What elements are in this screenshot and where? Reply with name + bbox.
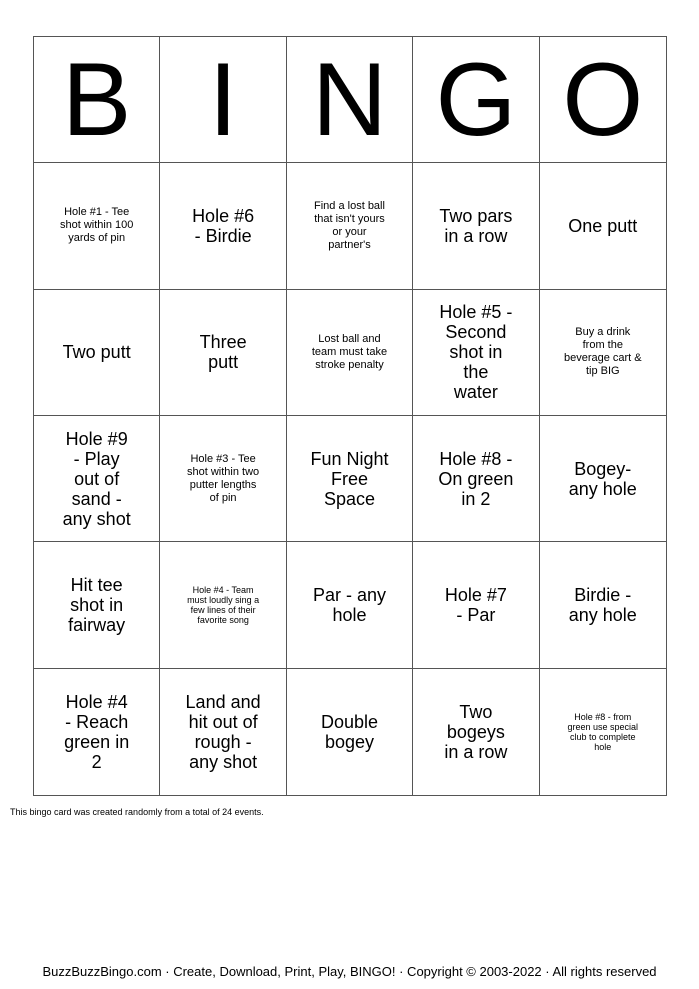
- bingo-cell-text: Hole #5 - Second shot in the water: [439, 302, 513, 403]
- bingo-cell: [413, 163, 539, 289]
- bingo-card: [33, 36, 667, 796]
- bingo-cell-text: Two putt: [62, 342, 131, 363]
- bingo-cell: [540, 163, 666, 289]
- header-letter-b: B: [34, 37, 160, 163]
- bingo-cell: [413, 416, 539, 542]
- bingo-cell: [160, 290, 286, 416]
- bingo-cell-text: Hole #4 - Team must loudly sing a few lines of their favorite song: [187, 584, 260, 625]
- bingo-cell: [413, 542, 539, 668]
- bingo-cell-text: Hole #4 - Reach green in 2: [64, 691, 130, 772]
- bingo-cell-text: Hole #6 - Birdie: [192, 205, 255, 246]
- bingo-cell-text: Hole #1 - Tee shot within 100 yards of pin: [59, 206, 134, 245]
- bingo-cell: [540, 290, 666, 416]
- bingo-cell: [34, 290, 160, 416]
- bingo-cell: [160, 416, 286, 542]
- bingo-cell-text: Find a lost ball that isn't yours or your partner's: [314, 199, 385, 251]
- bingo-cell-text: Birdie - any hole: [568, 584, 637, 625]
- bingo-cell: [287, 669, 413, 795]
- bingo-cell-text: Hole #8 - On green in 2: [438, 448, 514, 509]
- bingo-cell-text: Hole #8 - from green use special club to complete hole: [567, 711, 639, 752]
- bingo-cell-text: Three putt: [199, 332, 247, 373]
- bingo-cell-text: Hit tee shot in fairway: [68, 574, 126, 635]
- bingo-cell-text: Land and hit out of rough - any shot: [185, 691, 261, 772]
- bingo-cell-text: Hole #3 - Tee shot within two putter lengths of pin: [187, 452, 260, 504]
- header-letter-o: O: [540, 37, 666, 163]
- page-footer: BuzzBuzzBingo.com · Create, Download, Print, Play, BINGO! · Copyright © 2003-2022 · All rights reserved: [42, 964, 657, 979]
- bingo-cell: [413, 669, 539, 795]
- bingo-cell-text: Hole #9 - Play out of sand - any shot: [62, 428, 131, 529]
- bingo-cell-text: Par - any hole: [312, 584, 386, 625]
- bingo-cell-text: Double bogey: [320, 711, 378, 752]
- bingo-cell-text: Buy a drink from the beverage cart & tip BIG: [563, 326, 642, 378]
- card-note: This bingo card was created randomly from a total of 24 events.: [10, 807, 264, 817]
- header-letter-n: N: [287, 37, 413, 163]
- bingo-cell: [34, 542, 160, 668]
- bingo-cell: [287, 163, 413, 289]
- bingo-cell: [413, 290, 539, 416]
- bingo-cell: [287, 416, 413, 542]
- header-letter-i: I: [160, 37, 286, 163]
- bingo-cell-text: Fun Night Free Space: [310, 448, 389, 509]
- header-letter-g: G: [413, 37, 539, 163]
- bingo-cell: [160, 669, 286, 795]
- bingo-cell: [34, 669, 160, 795]
- bingo-cell-text: Lost ball and team must take stroke penalty: [311, 332, 388, 371]
- bingo-cell: [160, 542, 286, 668]
- bingo-cell-text: One putt: [568, 215, 638, 236]
- bingo-cell: [34, 163, 160, 289]
- bingo-cell-text: Hole #7 - Par: [444, 584, 507, 625]
- bingo-cell: [34, 416, 160, 542]
- bingo-cell-text: Two pars in a row: [439, 205, 513, 246]
- bingo-cell-text: Two bogeys in a row: [444, 701, 508, 762]
- bingo-cell: [287, 290, 413, 416]
- bingo-cell: [287, 542, 413, 668]
- bingo-cell: [160, 163, 286, 289]
- bingo-cell: [540, 669, 666, 795]
- bingo-cell-text: Bogey- any hole: [568, 458, 637, 499]
- bingo-cell: [540, 416, 666, 542]
- bingo-cell: [540, 542, 666, 668]
